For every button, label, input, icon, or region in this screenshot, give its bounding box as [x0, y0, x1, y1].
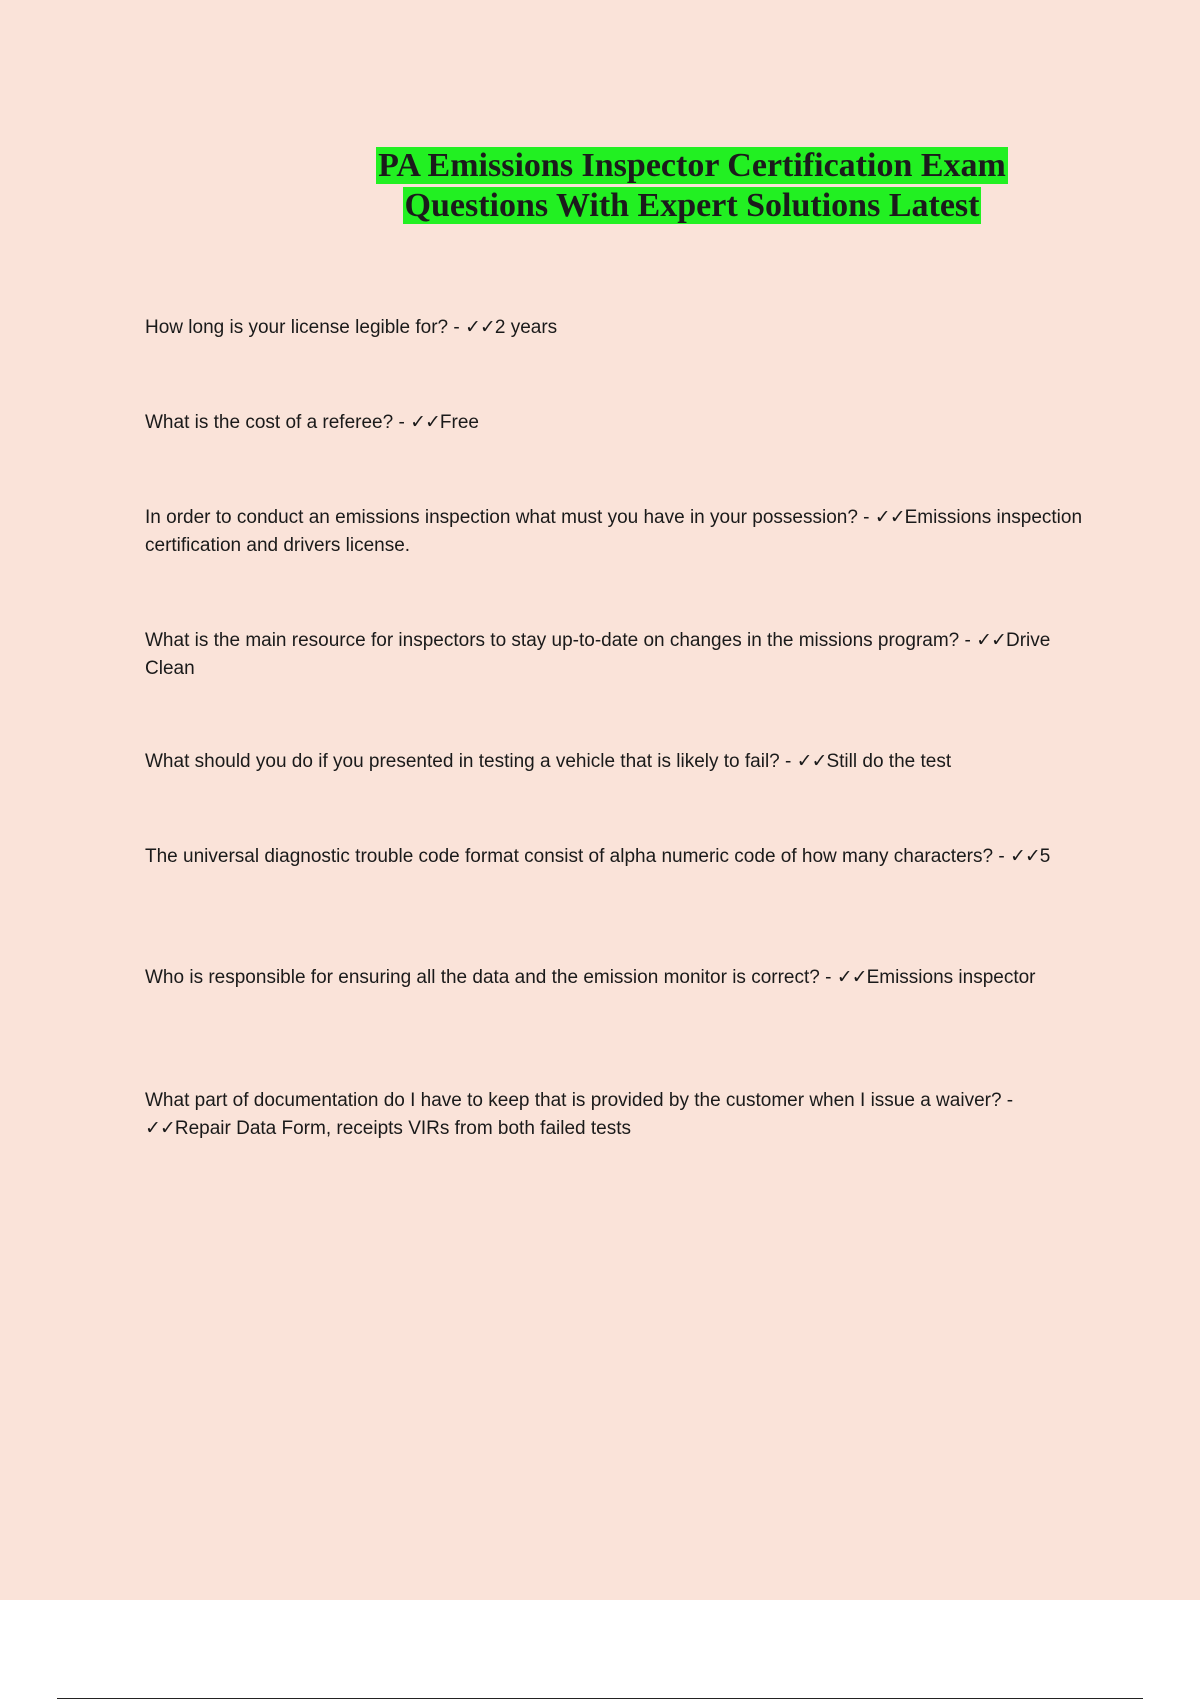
question-text: What part of documentation do I have to keep that is provided by the customer when I issue a waiver? - [145, 1090, 1014, 1111]
qa-item-2 [145, 409, 1095, 437]
double-check-icon: ✓✓ [465, 317, 495, 338]
qa-item-1 [145, 314, 1095, 342]
qa-item-6 [145, 843, 1095, 871]
qa-item-7 [145, 964, 1095, 992]
qa-item-5 [145, 748, 1095, 776]
double-check-icon: ✓✓ [796, 751, 827, 772]
answer-text: Drive Clean [145, 630, 1051, 679]
question-text: What should you do if you presented in testing a vehicle that is likely to fail? - [145, 751, 797, 772]
answer-text: 5 [1039, 846, 1051, 867]
answer-text: Emissions inspector [866, 967, 1036, 988]
double-check-icon: ✓✓ [836, 967, 867, 988]
double-check-icon: ✓✓ [976, 630, 1006, 651]
footer-divider [57, 1698, 1143, 1699]
question-text: What is the main resource for inspectors to stay up-to-date on changes in the missions program? - [145, 630, 977, 651]
question-text: Who is responsible for ensuring all the data and the emission monitor is correct? - [145, 967, 837, 988]
qa-item-3 [145, 504, 1095, 560]
qa-item-8 [145, 1087, 1095, 1143]
question-text: The universal diagnostic trouble code format consist of alpha numeric code of how many characters? - [145, 846, 1010, 867]
answer-text: 2 years [494, 317, 558, 338]
answer-text: Free [439, 412, 479, 433]
double-check-icon: ✓✓ [1009, 846, 1040, 867]
answer-text: Emissions inspection certification and drivers license. [145, 507, 1083, 556]
title-line-2: Questions With Expert Solutions Latest [404, 187, 980, 224]
answer-text: Still do the test [826, 751, 952, 772]
qa-item-4 [145, 627, 1095, 683]
answer-text: Repair Data Form, receipts VIRs from both failed tests [174, 1118, 632, 1139]
double-check-icon: ✓✓ [145, 1118, 175, 1139]
question-text: In order to conduct an emissions inspection what must you have in your possession? - [145, 507, 875, 528]
question-text: How long is your license legible for? - [145, 317, 465, 338]
question-text: What is the cost of a referee? - [145, 412, 411, 433]
title-line-1: PA Emissions Inspector Certification Exam [378, 147, 1006, 184]
document-title [330, 146, 1054, 226]
double-check-icon: ✓✓ [874, 507, 905, 528]
double-check-icon: ✓✓ [410, 412, 440, 433]
